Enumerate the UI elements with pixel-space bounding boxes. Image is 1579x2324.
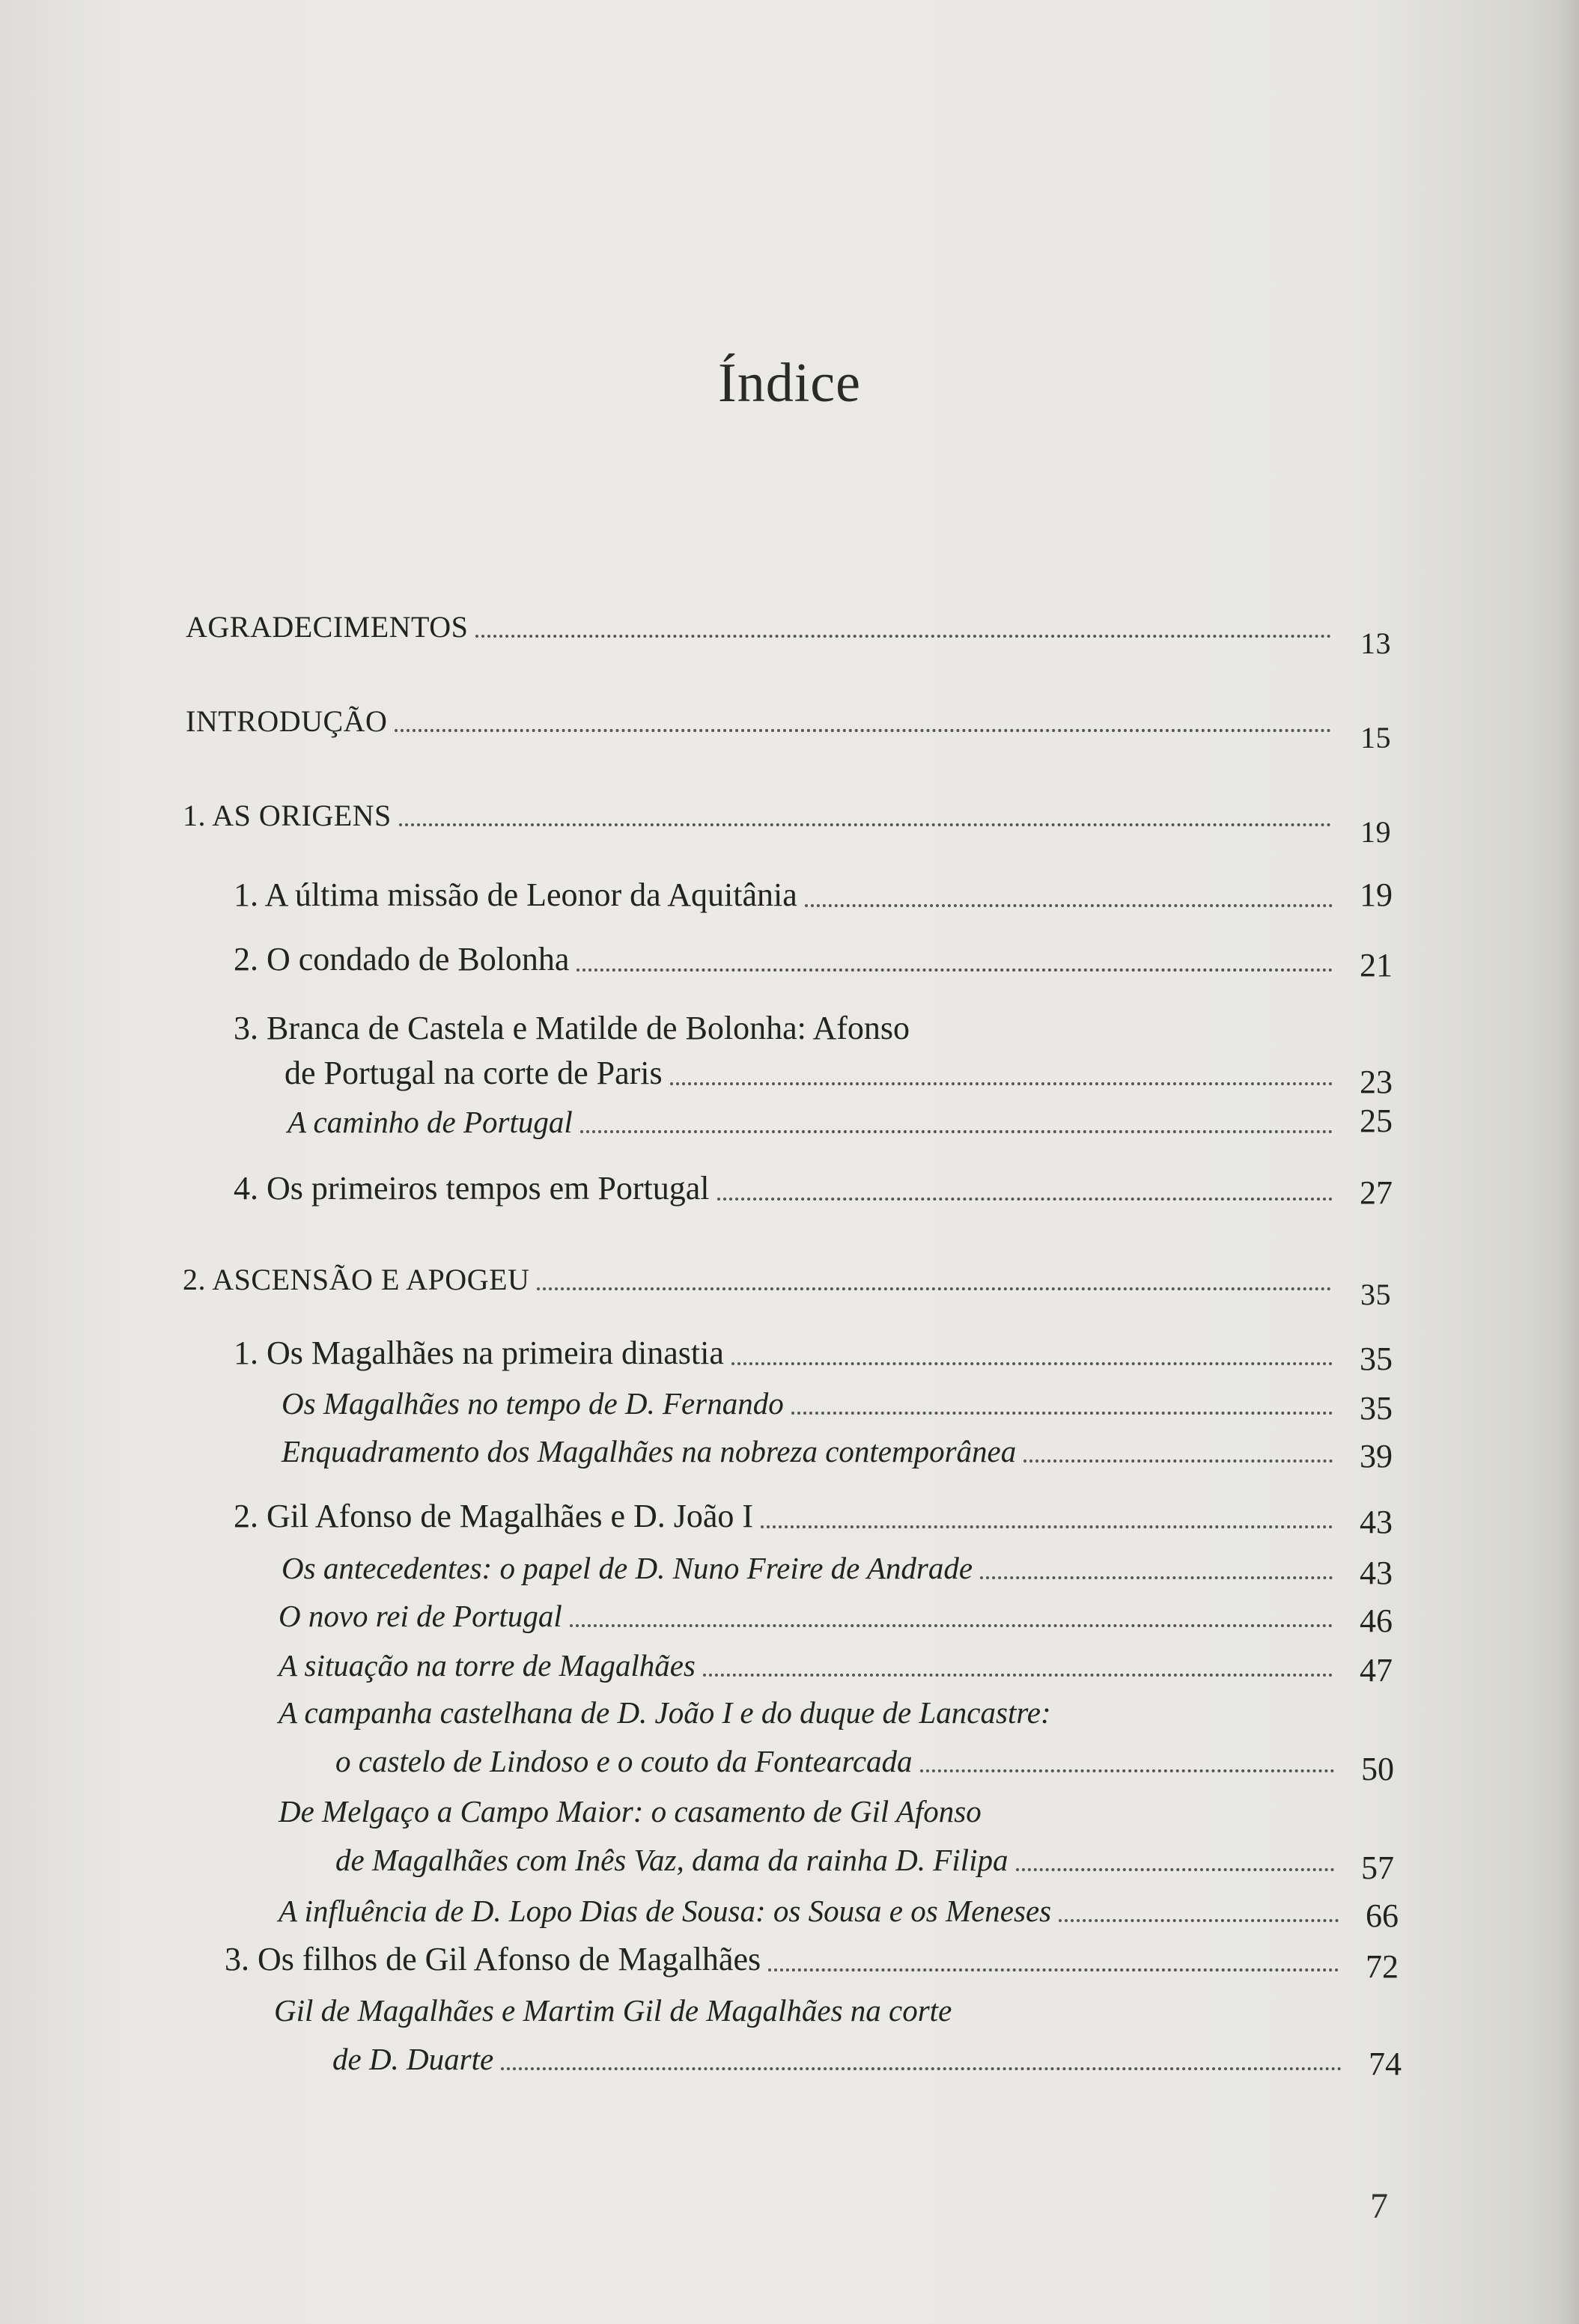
leader-dots xyxy=(761,1525,1333,1528)
toc-entry-label: 3. Os filhos de Gil Afonso de Magalhães xyxy=(225,1941,761,1977)
toc-entry-label: Os Magalhães no tempo de D. Fernando xyxy=(282,1386,784,1421)
toc-entry-label: 4. Os primeiros tempos em Portugal xyxy=(234,1170,710,1207)
toc-entry-label: O novo rei de Portugal xyxy=(279,1599,562,1633)
leader-dots xyxy=(980,1576,1333,1579)
leader-dots xyxy=(570,1624,1333,1627)
leader-dots xyxy=(791,1412,1333,1415)
toc-entry-page: 21 xyxy=(1360,947,1393,983)
toc-entry-page: 19 xyxy=(1360,876,1393,913)
toc-entry-page: 13 xyxy=(1360,626,1391,660)
leader-dots xyxy=(399,823,1331,826)
toc-section[interactable] xyxy=(234,1335,1393,1377)
toc-entry-label: AGRADECIMENTOS xyxy=(186,610,469,644)
toc-entry-page: 72 xyxy=(1366,1948,1399,1985)
leader-dots xyxy=(1023,1460,1333,1463)
toc-entry-page: 46 xyxy=(1360,1602,1393,1639)
leader-dots xyxy=(537,1287,1331,1290)
toc-subsection[interactable] xyxy=(279,1894,1399,1934)
toc-entry-label: Os antecedentes: o papel de D. Nuno Freire de Andrade xyxy=(282,1551,973,1585)
leader-dots xyxy=(576,969,1333,972)
toc-entry-page: 39 xyxy=(1360,1438,1393,1474)
toc-entry-label: de D. Duarte xyxy=(332,2042,494,2076)
toc-entry-label: de Portugal na corte de Paris xyxy=(285,1055,663,1091)
leader-dots xyxy=(703,1674,1333,1677)
toc-entry-page: 35 xyxy=(1360,1278,1391,1311)
toc-subsection[interactable] xyxy=(282,1551,1393,1591)
toc-entry-page: 57 xyxy=(1361,1849,1394,1886)
toc-entry-page: 74 xyxy=(1369,2046,1402,2082)
leader-dots xyxy=(670,1082,1333,1085)
toc-subsection[interactable] xyxy=(335,1843,1394,1886)
toc-entry-label: INTRODUÇÃO xyxy=(186,704,388,738)
toc-section[interactable] xyxy=(234,1498,1393,1540)
toc-entry-page: 35 xyxy=(1360,1341,1393,1377)
leader-dots xyxy=(1016,1868,1335,1871)
toc-entry-page: 47 xyxy=(1360,1652,1393,1689)
toc-entry-label: 1. A última missão de Leonor da Aquitânia xyxy=(234,876,797,913)
toc-entry-label: de Magalhães com Inês Vaz, dama da rainha D. Filipa xyxy=(335,1843,1008,1877)
leader-dots xyxy=(395,729,1331,732)
toc-entry-page: 25 xyxy=(1360,1102,1393,1139)
toc-section[interactable] xyxy=(234,941,1393,983)
toc-entry-page: 66 xyxy=(1366,1897,1399,1934)
toc-entry-label: 2. ASCENSÃO E APOGEU xyxy=(183,1263,530,1296)
toc-entry-label: Enquadramento dos Magalhães na nobreza contemporânea xyxy=(282,1434,1017,1468)
toc-section[interactable] xyxy=(285,1055,1393,1100)
toc-entry[interactable] xyxy=(186,610,1391,660)
toc-entry-label: 2. Gil Afonso de Magalhães e D. João I xyxy=(234,1498,754,1534)
leader-dots xyxy=(580,1130,1333,1133)
toc-subsection[interactable] xyxy=(279,1599,1393,1639)
leader-dots xyxy=(1059,1919,1339,1922)
toc-entry-label: A situação na torre de Magalhães xyxy=(279,1648,696,1683)
leader-dots xyxy=(475,635,1331,638)
toc-entry-page: 35 xyxy=(1360,1390,1393,1427)
page-edge xyxy=(1560,0,1579,2324)
toc-subsection[interactable] xyxy=(282,1434,1393,1474)
toc-entry-page: 19 xyxy=(1360,815,1391,849)
toc-entry-label: A caminho de Portugal xyxy=(287,1105,573,1139)
leader-dots xyxy=(805,904,1333,907)
leader-dots xyxy=(920,1769,1334,1772)
toc-entry-page: 50 xyxy=(1361,1751,1394,1787)
toc-entry-label-line1: 3. Branca de Castela e Matilde de Bolonha: Afonso xyxy=(234,1010,910,1046)
toc-subsection[interactable] xyxy=(287,1102,1393,1139)
toc-entry-page: 43 xyxy=(1360,1504,1393,1540)
toc-subsection[interactable] xyxy=(279,1648,1393,1689)
toc-section[interactable] xyxy=(225,1941,1399,1985)
toc-subsection[interactable] xyxy=(332,2042,1402,2082)
toc-entry-page: 15 xyxy=(1360,721,1391,754)
toc-section[interactable] xyxy=(234,876,1393,913)
toc-chapter[interactable] xyxy=(183,1263,1391,1311)
toc-entry-label-line1: Gil de Magalhães e Martim Gil de Magalhães na corte xyxy=(274,1993,952,2028)
toc-entry-label: o castelo de Lindoso e o couto da Fontearcada xyxy=(335,1744,913,1778)
toc-entry-label-line1: A campanha castelhana de D. João I e do duque de Lancastre: xyxy=(279,1695,1051,1730)
toc-entry-label: A influência de D. Lopo Dias de Sousa: os Sousa e os Meneses xyxy=(279,1894,1052,1928)
toc-chapter[interactable] xyxy=(183,799,1391,849)
toc-entry-label: 2. O condado de Bolonha xyxy=(234,941,570,978)
toc-entry-label: 1. AS ORIGENS xyxy=(183,799,392,832)
toc-entry-label-line1: De Melgaço a Campo Maior: o casamento de Gil Afonso xyxy=(279,1794,982,1829)
toc-subsection[interactable] xyxy=(282,1386,1393,1427)
page-title: Índice xyxy=(718,353,861,414)
toc-entry[interactable] xyxy=(186,704,1391,754)
toc-entry-page: 43 xyxy=(1360,1555,1393,1591)
leader-dots xyxy=(501,2067,1342,2070)
toc-section[interactable] xyxy=(234,1170,1393,1211)
toc-subsection[interactable] xyxy=(335,1744,1394,1787)
page-number: 7 xyxy=(1370,2186,1388,2226)
leader-dots xyxy=(731,1362,1333,1365)
toc-entry-label: 1. Os Magalhães na primeira dinastia xyxy=(234,1335,724,1371)
toc-entry-page: 27 xyxy=(1360,1174,1393,1211)
leader-dots xyxy=(717,1198,1333,1201)
toc-entry-page: 23 xyxy=(1360,1064,1393,1100)
leader-dots xyxy=(768,1968,1339,1971)
